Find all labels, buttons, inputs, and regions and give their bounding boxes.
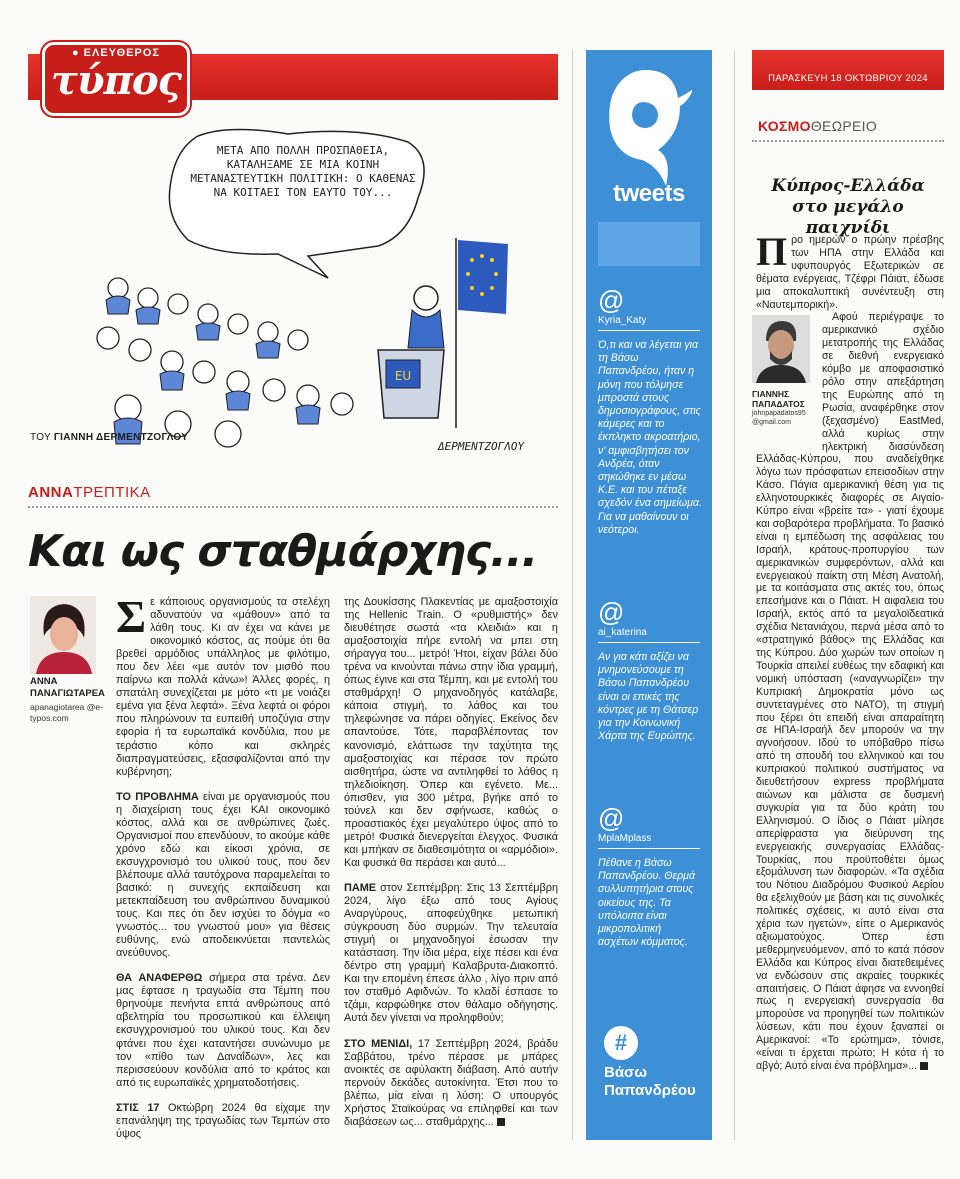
kicker-divider	[28, 506, 558, 508]
opinion-column	[752, 50, 944, 1140]
opinion-body	[752, 229, 944, 1073]
at-icon: @	[598, 803, 625, 833]
author-photo	[752, 315, 810, 383]
tweet-text: Πέθανε η Βάσω Παπανδρέου. Θερμά συλλυπητήρια στους οικείους της. Τα υπόλοιπα είναι μικροπολιτική ασχέτων κόμματος.	[598, 857, 696, 949]
paragraph-text: 17 Σεπτέμβρη 2024, βράδυ Σαββάτου, τρένο πέρασε με μπάρες ανοικτές σε αφύλακτη διάβαση. Από αυτήν περνούν δεκάδες αυτοκίνητα. Έτσι που το βλέπω, μία είναι η λύση: Ο υπουργός Χρήστος Σταϊκούρας να επιληφθεί και των διαβάσεων ως... σταθμάρχης...	[344, 1037, 558, 1128]
credit-prefix: ΤΟΥ	[30, 432, 54, 443]
paragraph-intro	[116, 591, 330, 779]
paragraph-problem	[116, 791, 330, 961]
eu-flag	[458, 240, 508, 314]
article-headline: Και ως σταθμάρχης...	[28, 526, 538, 577]
tweet-divider	[598, 642, 700, 643]
paragraph-text: σήμερα στα τρένα. Δεν μας έφτασε η τραγωδία στα Τέμπη που θρηνούμε πενήντα επτά ανθρώπους από αβελτηρία του προσωπικού και έλλειψη εκσυγχρονισμού του υλικού τους. Και δεν φτάνει που έχει καταντήσει συνώνυμο με τον «πίθο των Δαναΐδων», λες και περισσεύουν κονδύλια από το κράτος και από τις ευρωπαϊκές χρηματοδοτήσεις.	[116, 972, 330, 1089]
tweets-column	[586, 50, 712, 1140]
article-column-1	[116, 591, 330, 1153]
paragraph-menidi	[344, 1038, 558, 1129]
paragraph-text: είναι με οργανισμούς που η διαχείριση τους έχει ΚΑΙ οικονομικό κόστος, αλλά και σε ανθρώπινες ζωές. Οργανισμοί που επενδύουν, το ακούμε κάθε χρόνο εδώ και είκοσι χρόνια, σε εκσυγχρονισμό του υλικού τους, που δεν βλέπουμε αλλά ταυτόχρονα παραμελείται το βασικό: η συνεχής εκπαίδευση και μετεκπαίδευση του ανθρώπινου δυναμικού τους. Και πες ότι δεν ισχύει το δόγμα «ο γνωστός... του γνωστού μου» για θέσεις ευθύνης, ενώ αποδεικνύεται παντελώς ανεύθυνος.	[116, 790, 330, 960]
paragraph-trains	[116, 972, 330, 1089]
tweets-title-bar	[598, 222, 700, 266]
section-title	[758, 118, 877, 134]
lead-in: ΤΟ ΠΡΟΒΛΗΜΑ	[116, 790, 199, 803]
issue-date: ΠΑΡΑΣΚΕΥΗ 18 ΟΚΤΩΒΡΙΟΥ 2024	[752, 50, 944, 90]
column-divider	[734, 50, 735, 1140]
author-photo	[30, 596, 96, 674]
speech-text-box	[178, 140, 428, 252]
logo-small-text: ● ΕΛΕΥΘΕΡΟΣ	[71, 47, 161, 59]
main-article-column	[28, 40, 558, 1150]
tweet-handle: Kyria_Katy	[598, 315, 647, 326]
section-divider	[752, 140, 944, 142]
logo-big-text: τύπος	[51, 57, 181, 104]
tweet-item	[598, 598, 704, 743]
section-title-b: ΘΕΩΡΕΙΟ	[810, 118, 878, 134]
tweet-divider	[598, 848, 700, 849]
at-icon: @	[598, 285, 625, 315]
at-icon: @	[598, 597, 625, 627]
author-box	[752, 315, 816, 441]
tweet-bird-icon	[602, 62, 692, 192]
end-mark	[920, 1062, 928, 1070]
paragraph-october	[116, 1102, 330, 1141]
newspaper-logo	[42, 42, 190, 116]
column-kicker	[28, 484, 151, 501]
drop-cap: Σ	[116, 591, 147, 642]
opinion-headline: Κύπρος-Ελλάδα στο μεγάλο παιχνίδι	[771, 176, 925, 238]
tweet-divider	[598, 330, 700, 331]
paragraph-continued: της Δουκίσσης Πλακεντίας με αμαξοστοιχία της Hellenic Train. Ο «ρυθμιστής» δεν διευθέτησε σωστά «τα κλειδιά» και η αμαξοστοιχία πήρε εντολή να μπει στη σήραγγα του... μετρό! Ήτοι, είχαν βάλει δύο τρένα να κινούνται πάνω στην ίδια γραμμή, όπως έγινε και στα Τέμπη, και με εντολή του σταθμάρχη! Ο μηχανοδηγός κατάλαβε, κάποια στιγμή, το λάθος και του τηλεφώνησε να πάρει οδηγίες. Εκείνος δεν απαντούσε. Τότε, παραβλέποντας τον κανονισμό, ελάττωσε την ταχύτητα της αμαξοστοιχίας και πέρασε τον πρώτο αισθητήρα, ώστε να αντιληφθεί το λάθος η τηλεδιοίκηση. Όπερ και εγένετο. Με... όπισθεν, για 300 μέτρα, βγήκε από το τούνελ και δεν σφήνωσε, καθώς ο προαστιακός έχει μεγαλύτερο ύψος από το μετρό! Φυσικά διενεργείται έλεγχος. Φυσικά και μπήκαν σε διαθεσιμότητα οι «αρμόδιοι». Και φυσικά θα περάσει και αυτό...	[344, 596, 558, 869]
tweet-handle: ai_katerina	[598, 627, 647, 638]
paragraph-intro-text: ε κάποιους οργανισμούς τα στελέχη αδυνατούν να «μάθουν» από τα λάθη τους. Κι αν έχει να κάνει με οικονομικό κόστος, ας πούμε ότι θα βρεθεί αρμόδιος υπάλληλος με φιλότιμο, που δεν λέει «με αυτόν τον μισθό που παίρνω και πολλά κάνω»! Άλλες φορές, η σπατάλη συνεχίζεται με μότο «τι με νοιάζει εμένα για ξένα λεφτά». Ξένα λεφτά οι φόροι που πληρώνουν τα ευπειθή υποζύγια στην εφορία ή τα ευρωπαϊκά κονδύλια, που με τεράστιο κόπο και σκληρές διαπραγματεύσεις, εξασφαλίζονται από την κυβέρνηση;	[116, 596, 330, 778]
tweet-text: Ό,τι και να λέγεται για τη Βάσω Παπανδρέου, ήταν η μόνη που τόλμησε μπροστά στους δημοσιογράφους, στις κάμερες και το έκπληκτο ακροατήριο, ν' αμφισβητήσει τον Ανδρέα, όταν σηκώθηκε εν μέσω Κ.Ε. και του πέταξε σχεδόν ένα σημείωμα. Για να μαθαίνουν οι νεότεροι.	[598, 339, 702, 536]
tweet-item	[598, 286, 704, 537]
cartoonist-signature: ΔΕΡΜΕΝΤΖΟΓΛΟΥ	[438, 440, 525, 453]
author-name: ΑΝΝΑ ΠΑΝΑΓΙΩΤΑΡΕΑ	[30, 676, 105, 699]
paragraph-text: Αφού περιέγραψε το αμερικανικό σχέδιο μετατροπής της Ελλάδας σε διεθνή ενεργειακό κόμβο με αποφασιστικό ρόλο στην απεξάρτηση της Ευρώπης από τη Ρωσία, αναφέρθηκε στον (ξεχασμένο) EastMed, αλλά κυρίως στην ηλεκτρική διασύνδεση Ελλάδας-Κύπρου, που αναδείχθηκε λόγω των πρόσφατων επεισοδίων στην Κάσο. Πάγια αμερικανική θέση για τις ελληνοτουρκικές διαφορές σε Αιγαίο-Κύπρο είναι «βρείτε τα» - γιατί έχουμε και σοβαρότερα προβλήματα. Το βασικό είναι η εμπέδωση της ασφάλειας του Ισραήλ, κράτους-προπυργίου των αμερικανικών συμφερόντων, αλλά και ενεργειακού παίκτη στη Μέση Ανατολή, με τα κοιτάσματα στις ακτές του, όπως επεσήμανε και ο Πάιατ. Η αιφαλεια του Ισραήλ, εκτός από τα μεγαλοϊδεατικά σχέδια Νετανιάχου, περνά μέσα από το «στρατηγικό βάθος» της Ελλάδας και της Κύπρου. Δύο χωρών των οποίων η Τουρκία απειλεί ευθέως την εδαφική και νομική υπόσταση («αναγνωρίζει» την Κυπριακή Δημοκρατία μόνο ως συντεταγμένες στο ΝΑΤΟ), τη στιγμή που ξέρει ότι επειδή είναι απαραίτητη σε ΗΠΑ-Ισραήλ δεν μπορούν να την αγνοήσουν. Ιδού το υπόβαθρο πίσω από τη σπουδή του ελληνικού και του κυπριακού πολιτικού συστήματος να διευθετήσουν express προβλήματα αιώνων και μάλιστα σε δυσμενή συγκυρία για τα δύο κράτη του Ελληνισμού. Ο ίδιος ο Πάιατ μίλησε απερίφραστα για διεύρυνση της ενεργειακής συνεργασίας Ελλάδας-Τουρκίας, που προϋποθέτει όμως εξομάλυνση των διαφορών. «Τα σχέδια του Νότιου Διαδρόμου Φυσικού Αερίου θα εξελιχθούν με βάση και τις συνολικές πολιτικές σχέσεις, κι αυτό είναι στα χέρια των ηγετών», είπε ο Αμερικανός αξιωματούχος. Όπερ έστι μεθερμηνευόμενον, από το κατά πόσον Ελλάδα και Κύπρος είναι διατεθειμένες να ενδώσουν στις ακραίες τουρκικές απαιτήσεις. Ο Πάιατ άφησε να εννοηθεί πως η ενεργειακή συνεργασία θα μπορούσε να προηγηθεί των πολιτικών λύσεων, κάτι που έχουν ξαναπεί οι Αμερικανοί: «Το ερώτημα», τόνισε, «είναι τι έρχεται πρώτο; Η κότα ή το αβγό; Αυτό είναι ένα πρόβλημα»...	[756, 311, 944, 1072]
tweet-item	[598, 804, 704, 949]
tweets-title: tweets	[613, 180, 685, 207]
section-title-a: ΚΟΣΜΟ	[758, 118, 811, 134]
author-name: ΓΙΑΝΝΗΣ ΠΑΠΑΔΑΤΟΣ	[752, 389, 805, 410]
end-mark	[497, 1118, 505, 1126]
drop-cap: Π	[756, 229, 788, 274]
podium-label: EU	[394, 369, 412, 383]
tweet-text: Αν για κάτι αξίζει να μνημονεύσουμε τη Βάσω Παπανδρέου είναι οι επικές της κόντρες με τη Θάτσερ για την Κοινωνική Χάρτα της Ευρώπης.	[598, 651, 699, 743]
paragraph-september	[344, 882, 558, 1026]
editorial-cartoon	[78, 128, 558, 458]
tweet-handle: MplaMplass	[598, 833, 652, 844]
lead-in: ΣΤΟ ΜΕΝΙΔΙ,	[344, 1037, 413, 1050]
kicker-rest: ΤΡΕΠΤΙΚΑ	[73, 484, 151, 501]
paragraph-text: ρο ημερών ο πρώην πρέσβης των ΗΠΑ στην Ελλάδα και υφυπουργός Εξωτερικών σε θέματα ενέργειας, Τζέφρι Πάιατ, έδωσε μια αποκαλυπτική συνέντευξη στη «Ναυτεμπορική».	[756, 234, 944, 311]
paragraph-text: στον Σεπτέμβρη: Στις 13 Σεπτέμβρη 2024, λίγο έξω από τους Αγίους Αναργύρους, αποφεύχθηκε μετωπική σύγκρουση δύο συρμών. Την τελευταία στιγμή οι μηχανοδηγοί έσωσαν την κατάσταση. Την ίδια μέρα, είχε πέσει και ένα δέντρο στη γραμμή Καλαβρυτα-Διακοπτό. Και την επομένη έπεσε άλλο , λίγο πριν από τον σταθμό Αφιδνών. Το κλαδί έσπασε το τζάμι, καρφώθηκε στον θάλαμο οδήγησης. Αυτά δεν γίνεται να προληφθούν;	[344, 881, 558, 1025]
lead-in: ΣΤΙΣ 17	[116, 1101, 160, 1114]
article-column-2	[344, 596, 558, 1141]
paragraph-text: Οκτώβρη 2024 θα είχαμε την επανάληψη της τραγωδίας των Τεμπών στο ύψος	[116, 1101, 330, 1140]
cartoon-credit	[30, 432, 188, 443]
hashtag-icon: #	[604, 1026, 638, 1060]
author-email: apanagiotarea @e-typos.com	[30, 702, 103, 723]
speech-text: ΜΕΤΑ ΑΠΟ ΠΟΛΛΗ ΠΡΟΣΠΑΘΕΙΑ, ΚΑΤΑΛΗΞΑΜΕ ΣΕ ΜΙΑ ΚΟΙΝΗ ΜΕΤΑΝΑΣΤΕΥΤΙΚΗ ΠΟΛΙΤΙΚΗ: Ο ΚΑΘΕΝΑΣ ΝΑ ΚΟΙΤΑΕΙ ΤΟΝ ΕΑΥΤΟ ΤΟΥ...	[190, 144, 416, 199]
tweets-topic: Βάσω Παπανδρέου	[604, 1064, 696, 1099]
author-email: johnpapadatos95 @gmail.com	[752, 410, 806, 427]
opinion-paragraph-1	[756, 229, 944, 311]
column-divider	[572, 50, 573, 1140]
lead-in: ΘΑ ΑΝΑΦΕΡΘΩ	[116, 972, 203, 985]
kicker-bold: ΑΝΝΑ	[28, 484, 74, 501]
credit-name: ΓΙΑΝΝΗ ΔΕΡΜΕΝΤΖΟΓΛΟΥ	[53, 432, 189, 443]
lead-in: ΠΑΜΕ	[344, 881, 377, 894]
